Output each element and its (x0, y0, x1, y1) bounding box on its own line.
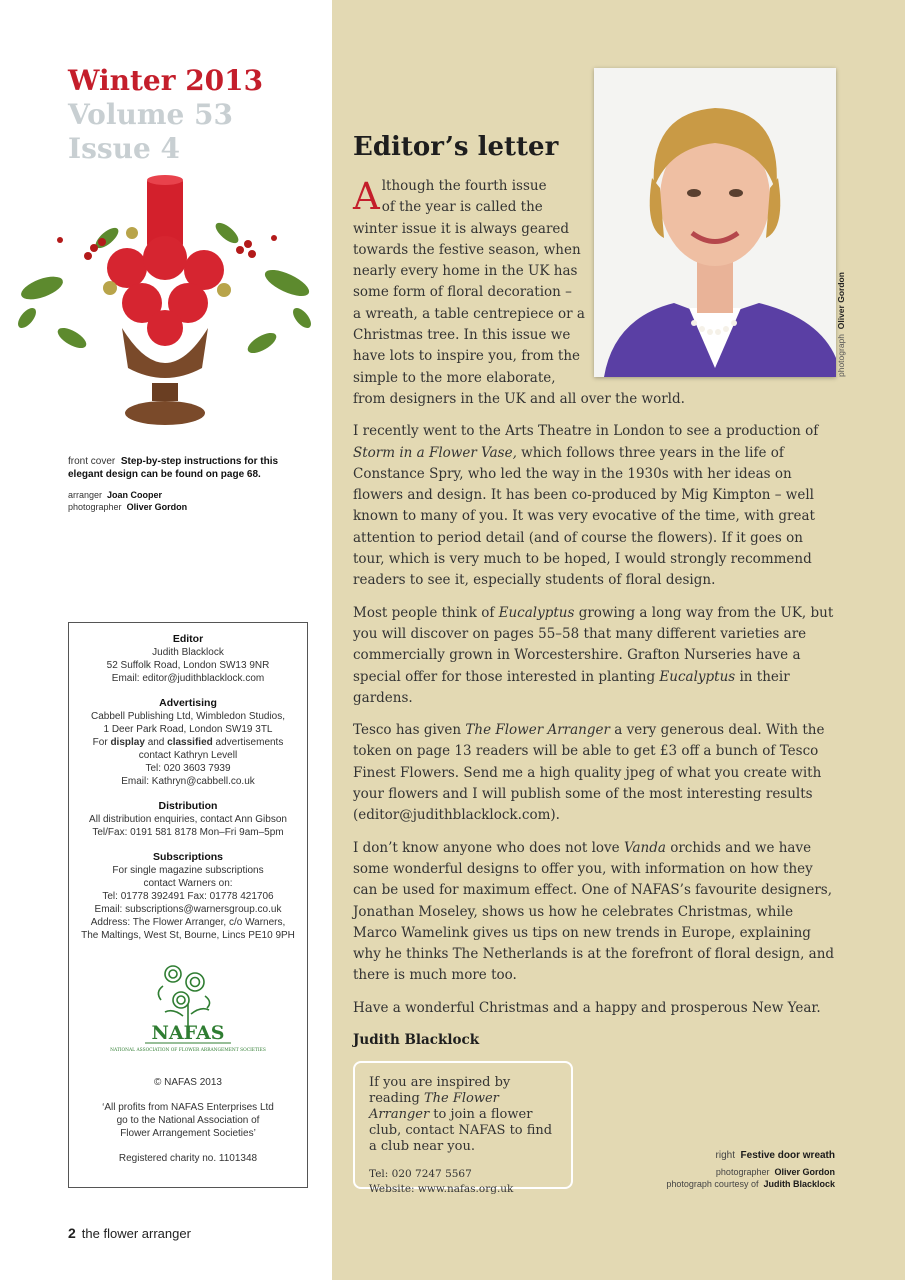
caption-courtesy: Judith Blacklock (763, 1179, 835, 1189)
issue-number: Issue 4 (68, 132, 181, 165)
cover-arrangement-image (12, 178, 318, 436)
arranger-name: Joan Cooper (107, 490, 163, 500)
page-number: 2 (68, 1225, 76, 1241)
distribution-line: Tel/Fax: 0191 581 8178 Mon–Fri 9am–5pm (92, 827, 284, 838)
distribution-line: All distribution enquiries, contact Ann Gibson (89, 814, 287, 825)
text-run: I recently went to the Arts Theatre in London to see a production of (353, 423, 819, 440)
text-run: in their gardens. (353, 668, 790, 706)
photo-credit-name: Oliver Gordon (836, 272, 846, 330)
nafas-logo-subtitle: NATIONAL ASSOCIATION OF FLOWER ARRANGEMENT SOCIETIES (110, 1048, 266, 1053)
text-run: orchids and we have some wonderful designs to offer you, with information on how they can be used for maximum effect. One of NAFAS’s favourite designers, Jonathan Moseley, shows us how he celebrates Christmas, while Marco Wamelink gives us tips on new trends in Europe, explaining why he thinks The Netherlands is at the forefront of floral design, and there is much more too. (353, 839, 835, 984)
letter-paragraph-5 (353, 838, 835, 987)
editor-address: 52 Suffolk Road, London SW13 9NR (106, 660, 270, 671)
subscriptions-email[interactable]: Email: subscriptions@warnersgroup.co.uk (94, 904, 282, 915)
letter-paragraph-1 (353, 176, 835, 410)
editor-email[interactable]: Email: editor@judithblacklock.com (111, 673, 265, 684)
text-run: Tesco has given (353, 722, 466, 739)
advertising-classified: classified (167, 737, 213, 748)
letter-line: have lots to inspire you, from the (353, 348, 581, 365)
italic-title: The Flower Arranger (465, 722, 610, 739)
text-run: growing a long way from the UK, but you will discover on pages 55–58 that many different varieties are commercially grown in Worcestershire. Grafton Nurseries have a special offer for those interested in planting (353, 604, 834, 685)
letter-paragraph-6: Have a wonderful Christmas and a happy and prosperous New Year. (353, 999, 821, 1016)
charity-number: Registered charity no. 1101348 (118, 1153, 258, 1164)
subscriptions-line: For single magazine subscriptions (112, 865, 264, 876)
editor-letter-title: Editor’s letter (353, 132, 559, 162)
editor-heading: Editor (172, 633, 204, 645)
subscriptions-heading: Subscriptions (152, 851, 223, 863)
advertising-for: For (92, 737, 108, 748)
masthead-info-box (68, 622, 308, 1188)
text-run: a very generous deal. With the token on page 13 readers will be able to get £3 off a bunch of Tesco Finest Flowers. Send me a high quality jpeg of what you create with your flowers and I will publish some of the most interesting results (editor@judithblacklock.com). (353, 722, 825, 824)
advertising-line: contact Kathryn Levell (138, 750, 238, 761)
subscriptions-section (69, 851, 307, 942)
caption-photographer: Oliver Gordon (774, 1167, 835, 1177)
advertising-and: and (147, 737, 165, 748)
letter-line: simple to the more elaborate, (353, 369, 556, 386)
italic-term: Vanda (623, 839, 666, 856)
advertising-line: Cabbell Publishing Ltd, Wimbledon Studios, (91, 711, 285, 722)
caption-title: Festive door wreath (740, 1150, 835, 1161)
subscriptions-line: Address: The Flower Arranger, c/o Warners, (90, 917, 286, 928)
profits-note (69, 1101, 307, 1140)
distribution-heading: Distribution (158, 800, 218, 812)
text-run: I don’t know anyone who does not love (353, 839, 624, 856)
letter-line: of the year is called the (381, 199, 543, 216)
arranger-label: arranger (68, 490, 103, 500)
cover-label: front cover (68, 456, 116, 467)
issue-season: Winter 2013 (68, 64, 264, 97)
nafas-logo (110, 956, 266, 1066)
italic-term: Eucalyptus (498, 604, 575, 621)
italic-title: The Flower Arranger (369, 1091, 499, 1122)
editor-section (69, 633, 307, 685)
nafas-copyright: © NAFAS 2013 (154, 1077, 222, 1088)
issue-volume: Volume 53 (68, 98, 233, 131)
letter-line: lthough the fourth issue (381, 178, 547, 194)
caption-position-label: right (715, 1150, 735, 1161)
publication-title: the flower arranger (81, 1226, 191, 1241)
cover-caption (68, 455, 308, 513)
profits-line: Flower Arrangement Societies’ (120, 1128, 256, 1139)
advertising-line (69, 736, 307, 749)
advertising-display: display (110, 737, 145, 748)
letter-line: towards the festive season, when (353, 241, 581, 258)
letter-paragraph-3 (353, 603, 835, 709)
drop-cap: A (353, 175, 380, 218)
profits-line: ‘All profits from NAFAS Enterprises Ltd (102, 1102, 274, 1113)
subscriptions-line: The Maltings, West St, Bourne, Lincs PE10 9PH (81, 930, 295, 941)
photographer-name: Oliver Gordon (126, 502, 188, 512)
letter-line: from designers in the UK and all over the world. (353, 390, 685, 407)
issue-heading (68, 64, 263, 166)
text-run: Most people think of (353, 604, 499, 621)
letter-paragraph-4 (353, 720, 835, 826)
italic-title: Storm in a Flower Vase, (353, 444, 517, 461)
photo-credit-label: photograph (836, 333, 846, 377)
advertising-line: 1 Deer Park Road, London SW19 3TL (103, 724, 273, 735)
cover-text: Step-by-step instructions for this elegant design can be found on page 68. (68, 456, 279, 480)
wreath-caption (666, 1150, 835, 1190)
advertising-section (69, 697, 307, 788)
editor-letter-body (353, 176, 835, 1062)
advertising-email[interactable]: Email: Kathryn@cabbell.co.uk (121, 776, 255, 787)
caption-courtesy-label: photograph courtesy of (666, 1179, 759, 1189)
nafas-contact-box (353, 1061, 573, 1195)
text-run: which follows three years in the life of Constance Spry, who led the way in the 1930s with her ideas on flowers and design. It has been co-produced by Mig Kimpton – well known to many of you. It was very evocative of the time, with great attention to period detail (and of course the flowers). If it goes on tour, which is very much to be hoped, I would strongly recommend readers to see it, especially students of floral design. (353, 444, 815, 589)
photographer-label: photographer (68, 502, 122, 512)
advertising-heading: Advertising (159, 697, 217, 709)
letter-line: a wreath, a table centrepiece or a (353, 305, 585, 322)
nafas-tel: Tel: 020 7247 5567 (369, 1168, 472, 1180)
editor-name: Judith Blacklock (152, 647, 224, 658)
advertising-line: Tel: 020 3603 7939 (145, 763, 231, 774)
distribution-section (69, 800, 307, 839)
profits-line: go to the National Association of (116, 1115, 260, 1126)
letter-paragraph-2 (353, 421, 835, 591)
text-run: to join a flower club, contact NAFAS to find a club near you. (369, 1107, 553, 1154)
nafas-contact-lead (369, 1075, 557, 1155)
italic-term: Eucalyptus (659, 668, 736, 685)
caption-photographer-label: photographer (715, 1167, 770, 1177)
nafas-website[interactable]: Website: www.nafas.org.uk (369, 1183, 514, 1195)
letter-line: nearly every home in the UK has (353, 263, 578, 280)
nafas-logo-text: NAFAS (151, 1022, 225, 1044)
photo-credit (836, 68, 846, 377)
letter-line: winter issue it is always geared (353, 220, 570, 237)
letter-line: some form of floral decoration – (353, 284, 572, 301)
advertising-ads: advertisements (215, 737, 284, 748)
page-footer (68, 1225, 191, 1241)
letter-line: Christmas tree. In this issue we (353, 327, 571, 344)
letter-signoff: Judith Blacklock (353, 1031, 480, 1048)
subscriptions-line: Tel: 01778 392491 Fax: 01778 421706 (102, 891, 274, 902)
subscriptions-line: contact Warners on: (143, 878, 233, 889)
text-run: If you are inspired by reading (369, 1075, 511, 1106)
